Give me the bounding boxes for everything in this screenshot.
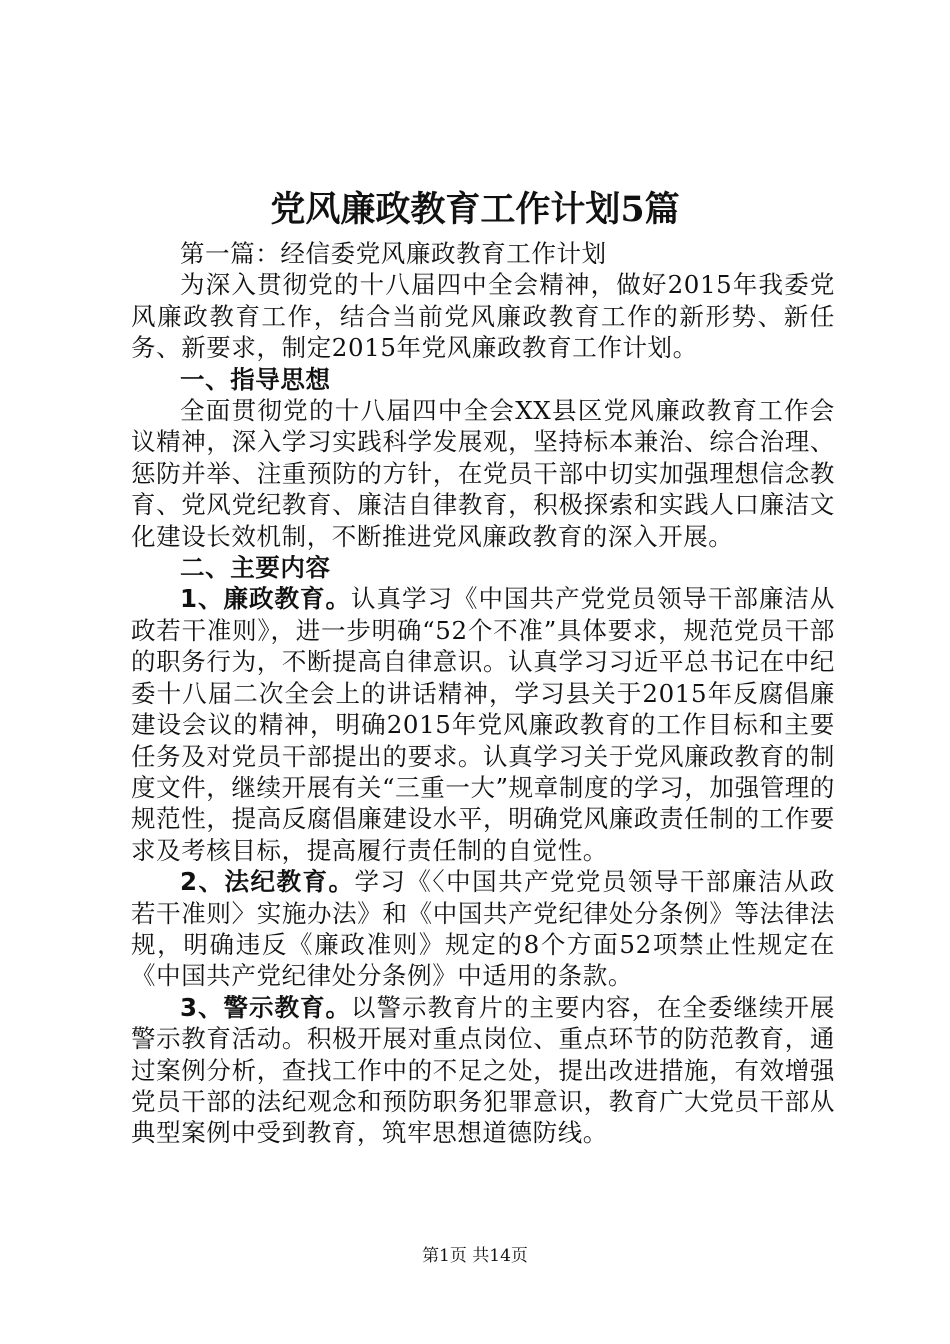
subtitle-line: 第一篇：经信委党风廉政教育工作计划 — [180, 239, 607, 268]
page-number: 第1页 — [422, 1246, 467, 1266]
page-footer — [0, 1245, 950, 1267]
item-lead: 2、法纪教育。 — [180, 867, 355, 897]
intro-paragraph: 为深入贯彻党的十八届四中全会精神，做好2015年我委党风廉政教育工作，结合当前党风廉政教育工作的新形势、新任务、新要求，制定2015年党风廉政教育工作计划。 — [131, 270, 835, 363]
section-heading-guiding-ideology: 一、指导思想 — [180, 364, 331, 394]
content-item-integrity-education — [131, 583, 835, 866]
section-paragraph-guiding-ideology: 全面贯彻党的十八届四中全会XX县区党风廉政教育工作会议精神，深入学习实践科学发展观，坚持标本兼治、综合治理、惩防并举、注重预防的方针，在党员干部中切实加强理想信念教育、党风党纪教育、廉洁自律教育，积极探索和实践人口廉洁文化建设长效机制，不断推进党风廉政教育的深入开展。 — [131, 396, 835, 551]
item-lead: 3、警示教育。 — [180, 992, 352, 1022]
item-text: 以警示教育片的主要内容，在全委继续开展警示教育活动。积极开展对重点岗位、重点环节的防范教育，通过案例分析，查找工作中的不足之处，提出改进措施，有效增强党员干部的法纪观念和预防职务犯罪意识，教育广大党员干部从典型案例中受到教育，筑牢思想道德防线。 — [131, 992, 836, 1148]
item-text: 认真学习《中国共产党党员领导干部廉洁从政若干准则》，进一步明确“52个不准”具体要求，规范党员干部的职务行为，不断提高自律意识。认真学习习近平总书记在中纪委十八届二次全会上的讲话精神，学习县关于2015年反腐倡廉建设会议的精神，明确2015年党风廉政教育的工作目标和主要任务及对党员干部提出的要求。认真学习关于党风廉政教育的制度文件，继续开展有关“三重一大”规章制度的学习，加强管理的规范性，提高反腐倡廉建设水平，明确党风廉政责任制的工作要求及考核目标，提高履行责任制的自觉性。 — [131, 584, 836, 865]
content-item-law-discipline-education — [131, 866, 835, 992]
page-total: 共14页 — [472, 1246, 528, 1266]
item-text: 学习《〈中国共产党党员领导干部廉洁从政若干准则〉实施办法》和《中国共产党纪律处分条例》等法律法规，明确违反《廉政准则》规定的8个方面52项禁止性规定在《中国共产党纪律处分条例》中适用的条款。 — [131, 867, 835, 991]
document-title: 党风廉政教育工作计划5篇 — [270, 189, 680, 230]
content-item-warning-education — [131, 992, 835, 1149]
document-body — [131, 238, 835, 1149]
section-heading-main-content: 二、主要内容 — [180, 553, 331, 583]
item-lead: 1、廉政教育。 — [180, 584, 352, 614]
